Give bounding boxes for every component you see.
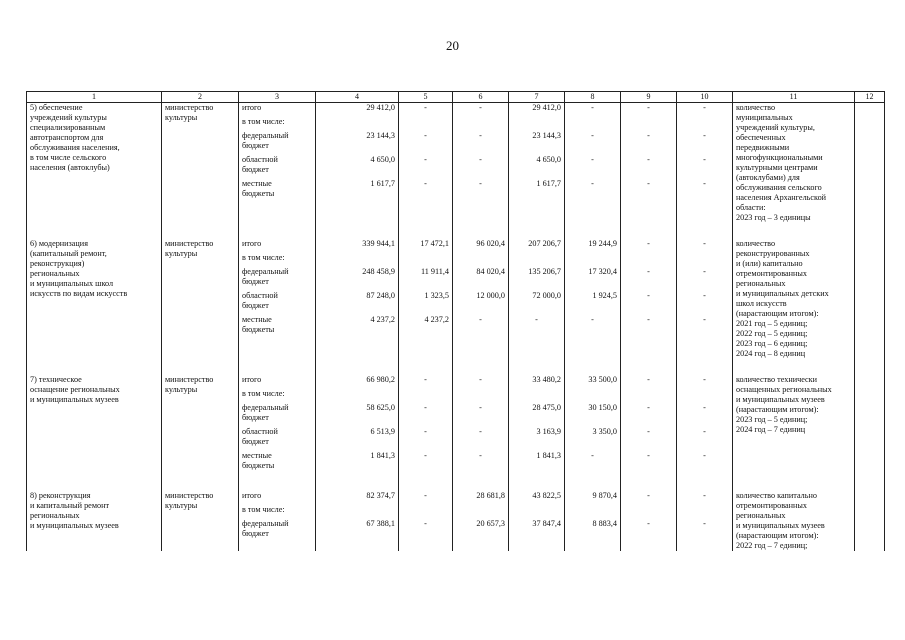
executor-cell xyxy=(162,491,239,551)
gap-cell xyxy=(733,475,855,491)
amount-value: - xyxy=(424,375,427,384)
amount-value: - xyxy=(647,131,650,140)
indicator-text: количество муниципальных учреждений культуры, обеспеченных передвижными многофункциональными культурными центрами (автоклубами) для обслуживания сельского населения Архангельской области: 2023 год – 3 единицы xyxy=(736,103,827,222)
gap-cell xyxy=(27,223,162,239)
amount-value: 339 944,1 xyxy=(362,239,395,248)
amount-cell xyxy=(316,239,399,359)
funding-source-label: итого xyxy=(242,375,262,384)
gap-cell xyxy=(565,475,621,491)
column-numbers-row xyxy=(27,92,885,103)
table-row xyxy=(27,103,885,224)
amount-cell xyxy=(565,103,621,224)
funding-source-label: в том числе: xyxy=(242,253,285,262)
amount-value: - xyxy=(424,155,427,164)
amount-value: - xyxy=(424,179,427,188)
amount-cell xyxy=(453,375,509,475)
amount-value: - xyxy=(647,179,650,188)
funding-source-cell xyxy=(239,375,316,475)
amount-value: 248 458,9 xyxy=(362,267,395,276)
amount-value xyxy=(624,389,673,403)
funding-source-label: итого xyxy=(242,103,262,112)
amount-value xyxy=(402,117,449,131)
empty-cell xyxy=(855,239,885,359)
amount-value: 37 847,4 xyxy=(532,519,561,528)
amount-value xyxy=(624,117,673,131)
amount-value: 58 625,0 xyxy=(366,403,395,412)
amount-value: - xyxy=(647,427,650,436)
amount-cell xyxy=(621,239,677,359)
amount-value xyxy=(568,505,617,519)
amount-value: - xyxy=(591,103,594,112)
funding-source-label: федеральный бюджет xyxy=(242,131,289,150)
amount-cell xyxy=(509,375,565,475)
executor-cell xyxy=(162,375,239,475)
column-number-header: 10 xyxy=(677,92,733,103)
amount-value: 23 144,3 xyxy=(532,131,561,140)
amount-value: - xyxy=(479,155,482,164)
amount-value: 96 020,4 xyxy=(476,239,505,248)
amount-value: - xyxy=(591,131,594,140)
amount-cell xyxy=(509,103,565,224)
measure-name: 8) реконструкция и капитальный ремонт региональных и муниципальных музеев xyxy=(30,491,119,530)
amount-value: - xyxy=(703,131,706,140)
gap-cell xyxy=(27,359,162,375)
amount-value: - xyxy=(591,155,594,164)
amount-value xyxy=(319,253,395,267)
measure-name-cell xyxy=(27,375,162,475)
amount-value xyxy=(456,389,505,403)
page-number: 20 xyxy=(446,38,459,53)
amount-value: - xyxy=(647,491,650,500)
executor: министерство культуры xyxy=(165,239,214,258)
amount-value xyxy=(680,117,729,131)
gap-cell xyxy=(509,359,565,375)
amount-value: 1 617,7 xyxy=(370,179,395,188)
amount-value: - xyxy=(424,519,427,528)
funding-source-label: местные бюджеты xyxy=(242,179,275,198)
gap-cell xyxy=(27,475,162,491)
amount-value: - xyxy=(647,403,650,412)
measure-name: 7) техническое оснащение региональных и муниципальных музеев xyxy=(30,375,120,404)
amount-value xyxy=(512,253,561,267)
amount-value: - xyxy=(703,155,706,164)
amount-value: 1 617,7 xyxy=(536,179,561,188)
amount-value: - xyxy=(703,403,706,412)
amount-value: 84 020,4 xyxy=(476,267,505,276)
amount-value: 11 911,4 xyxy=(420,267,449,276)
amount-value: 66 980,2 xyxy=(366,375,395,384)
amount-value xyxy=(680,389,729,403)
amount-value: 135 206,7 xyxy=(528,267,561,276)
amount-value: 17 320,4 xyxy=(588,267,617,276)
amount-value xyxy=(680,253,729,267)
gap-cell xyxy=(621,359,677,375)
measure-name-cell xyxy=(27,239,162,359)
amount-value: 28 681,8 xyxy=(476,491,505,500)
gap-cell xyxy=(162,475,239,491)
gap-cell xyxy=(162,223,239,239)
funding-source-cell xyxy=(239,103,316,224)
amount-value: 4 237,2 xyxy=(370,315,395,324)
amount-value: - xyxy=(424,491,427,500)
amount-value: 1 841,3 xyxy=(536,451,561,460)
gap-cell xyxy=(239,359,316,375)
amount-cell xyxy=(565,375,621,475)
amount-cell xyxy=(453,491,509,551)
amount-value: 29 412,0 xyxy=(366,103,395,112)
gap-cell xyxy=(399,223,453,239)
gap-cell xyxy=(239,475,316,491)
indicator-cell xyxy=(733,491,855,551)
gap-cell xyxy=(399,359,453,375)
gap-cell xyxy=(565,223,621,239)
amount-cell xyxy=(677,103,733,224)
gap-cell xyxy=(316,223,399,239)
amount-cell xyxy=(509,239,565,359)
section-gap-row xyxy=(27,223,885,239)
amount-cell xyxy=(677,491,733,551)
amount-cell xyxy=(316,491,399,551)
gap-cell xyxy=(316,359,399,375)
amount-value: - xyxy=(591,315,594,324)
amount-value: - xyxy=(703,519,706,528)
amount-value: - xyxy=(703,375,706,384)
amount-value xyxy=(512,389,561,403)
amount-value: 3 163,9 xyxy=(536,427,561,436)
gap-cell xyxy=(733,359,855,375)
amount-cell xyxy=(453,103,509,224)
amount-value: - xyxy=(424,427,427,436)
amount-value: - xyxy=(647,315,650,324)
funding-source-label: федеральный бюджет xyxy=(242,519,289,538)
amount-value: 23 144,3 xyxy=(366,131,395,140)
indicator-text: количество реконструированных и (или) капитально отремонтированных региональных и муниципальных детских школ искусств (нарастающим итогом): 2021 год – 5 единиц; 2022 год – 5 единиц; 2023 год – 6 единиц; 2024 год – 8 единиц xyxy=(736,239,829,358)
funding-source-cell xyxy=(239,239,316,359)
empty-cell xyxy=(855,375,885,475)
amount-value: 87 248,0 xyxy=(366,291,395,300)
column-number-header: 2 xyxy=(162,92,239,103)
amount-value xyxy=(456,117,505,131)
amount-value: 4 650,0 xyxy=(536,155,561,164)
amount-value: - xyxy=(479,315,482,324)
gap-cell xyxy=(621,475,677,491)
indicator-text: количество технически оснащенных региональных и муниципальных музеев (нарастающим итогом): 2023 год – 5 единиц; 2024 год – 7 единиц xyxy=(736,375,832,434)
gap-cell xyxy=(453,475,509,491)
amount-value: 43 822,5 xyxy=(532,491,561,500)
amount-value: 207 206,7 xyxy=(528,239,561,248)
funding-source-label: итого xyxy=(242,491,262,500)
amount-value: 33 480,2 xyxy=(532,375,561,384)
table-row xyxy=(27,375,885,475)
amount-value: - xyxy=(703,179,706,188)
funding-source-label: местные бюджеты xyxy=(242,451,275,470)
amount-value: 4 650,0 xyxy=(370,155,395,164)
amount-value: - xyxy=(647,451,650,460)
amount-value: - xyxy=(647,239,650,248)
amount-value xyxy=(319,389,395,403)
column-number-header: 5 xyxy=(399,92,453,103)
executor: министерство культуры xyxy=(165,103,214,122)
amount-value: - xyxy=(424,103,427,112)
amount-value: 33 500,0 xyxy=(588,375,617,384)
amount-value: - xyxy=(479,427,482,436)
amount-value xyxy=(402,253,449,267)
funding-source-label: местные бюджеты xyxy=(242,315,275,334)
gap-cell xyxy=(509,223,565,239)
gap-cell xyxy=(855,475,885,491)
amount-value: 1 841,3 xyxy=(370,451,395,460)
amount-cell xyxy=(565,491,621,551)
amount-value: - xyxy=(479,179,482,188)
amount-value xyxy=(512,117,561,131)
amount-value: - xyxy=(479,375,482,384)
amount-value: 28 475,0 xyxy=(532,403,561,412)
amount-value: 17 472,1 xyxy=(420,239,449,248)
column-number-header: 7 xyxy=(509,92,565,103)
amount-value: 20 657,3 xyxy=(476,519,505,528)
amount-value: - xyxy=(703,291,706,300)
amount-value xyxy=(319,505,395,519)
amount-cell xyxy=(399,491,453,551)
amount-cell xyxy=(453,239,509,359)
amount-value: - xyxy=(535,315,538,324)
amount-value: - xyxy=(703,315,706,324)
amount-value: - xyxy=(647,267,650,276)
amount-cell xyxy=(316,375,399,475)
amount-value: 4 237,2 xyxy=(424,315,449,324)
amount-value: - xyxy=(703,267,706,276)
column-number-header: 4 xyxy=(316,92,399,103)
gap-cell xyxy=(162,359,239,375)
indicator-cell xyxy=(733,239,855,359)
amount-cell xyxy=(677,239,733,359)
funding-source-label: в том числе: xyxy=(242,505,285,514)
gap-cell xyxy=(677,475,733,491)
amount-value xyxy=(568,117,617,131)
table-row xyxy=(27,239,885,359)
amount-value xyxy=(456,505,505,519)
amount-value: - xyxy=(703,103,706,112)
amount-cell xyxy=(509,491,565,551)
amount-value: - xyxy=(647,155,650,164)
table-row xyxy=(27,491,885,551)
gap-cell xyxy=(733,223,855,239)
section-gap-row xyxy=(27,475,885,491)
amount-cell xyxy=(316,103,399,224)
funding-source-label: областной бюджет xyxy=(242,155,278,174)
funding-source-label: в том числе: xyxy=(242,389,285,398)
section-gap-row xyxy=(27,359,885,375)
amount-value xyxy=(456,253,505,267)
executor-cell xyxy=(162,239,239,359)
gap-cell xyxy=(399,475,453,491)
funding-source-cell xyxy=(239,491,316,551)
amount-value: 8 883,4 xyxy=(592,519,617,528)
amount-cell xyxy=(399,239,453,359)
amount-value: - xyxy=(647,375,650,384)
funding-source-label: областной бюджет xyxy=(242,291,278,310)
amount-value: - xyxy=(424,451,427,460)
column-number-header: 12 xyxy=(855,92,885,103)
amount-cell xyxy=(621,103,677,224)
amount-value: - xyxy=(591,179,594,188)
amount-value xyxy=(624,253,673,267)
gap-cell xyxy=(239,223,316,239)
measure-name-cell xyxy=(27,491,162,551)
amount-cell xyxy=(399,375,453,475)
gap-cell xyxy=(565,359,621,375)
amount-value: - xyxy=(703,451,706,460)
amount-cell xyxy=(621,491,677,551)
amount-value xyxy=(624,505,673,519)
budget-table xyxy=(26,91,885,551)
column-number-header: 3 xyxy=(239,92,316,103)
amount-cell xyxy=(399,103,453,224)
amount-value: - xyxy=(424,403,427,412)
amount-value: - xyxy=(424,131,427,140)
gap-cell xyxy=(855,359,885,375)
amount-value xyxy=(319,117,395,131)
gap-cell xyxy=(509,475,565,491)
column-number-header: 6 xyxy=(453,92,509,103)
column-number-header: 11 xyxy=(733,92,855,103)
amount-value: 29 412,0 xyxy=(532,103,561,112)
gap-cell xyxy=(453,223,509,239)
amount-value: - xyxy=(479,403,482,412)
amount-value: 1 323,5 xyxy=(424,291,449,300)
empty-cell xyxy=(855,491,885,551)
amount-cell xyxy=(677,375,733,475)
funding-source-label: итого xyxy=(242,239,262,248)
amount-value: - xyxy=(647,291,650,300)
amount-value: - xyxy=(703,491,706,500)
executor: министерство культуры xyxy=(165,375,214,394)
column-number-header: 8 xyxy=(565,92,621,103)
executor-cell xyxy=(162,103,239,224)
funding-source-label: федеральный бюджет xyxy=(242,267,289,286)
indicator-cell xyxy=(733,103,855,224)
indicator-text: количество капитально отремонтированных региональных и муниципальных музеев (нарастающим итогом): 2022 год – 7 единиц; xyxy=(736,491,825,550)
indicator-cell xyxy=(733,375,855,475)
amount-cell xyxy=(565,239,621,359)
amount-value xyxy=(568,253,617,267)
amount-value xyxy=(402,389,449,403)
amount-value: - xyxy=(703,427,706,436)
amount-value: - xyxy=(591,451,594,460)
amount-value xyxy=(568,389,617,403)
amount-value: 1 924,5 xyxy=(592,291,617,300)
funding-source-label: областной бюджет xyxy=(242,427,278,446)
amount-value: 3 350,0 xyxy=(592,427,617,436)
funding-source-label: в том числе: xyxy=(242,117,285,126)
column-number-header: 1 xyxy=(27,92,162,103)
gap-cell xyxy=(677,359,733,375)
measure-name: 5) обеспечение учреждений культуры специализированным автотранспортом для обслуживания населения, в том числе сельского населения (автоклубы) xyxy=(30,103,120,172)
amount-value: 30 150,0 xyxy=(588,403,617,412)
amount-value: 6 513,9 xyxy=(370,427,395,436)
measure-name: 6) модернизация (капитальный ремонт, реконструкция) региональных и муниципальных школ искусств по видам искусств xyxy=(30,239,128,298)
amount-value: - xyxy=(703,239,706,248)
amount-value xyxy=(512,505,561,519)
amount-value: - xyxy=(479,451,482,460)
amount-value: - xyxy=(647,103,650,112)
executor: министерство культуры xyxy=(165,491,214,510)
amount-value xyxy=(402,505,449,519)
amount-value: 12 000,0 xyxy=(476,291,505,300)
amount-value: - xyxy=(647,519,650,528)
empty-cell xyxy=(855,103,885,224)
amount-value: 9 870,4 xyxy=(592,491,617,500)
gap-cell xyxy=(855,223,885,239)
amount-value: 72 000,0 xyxy=(532,291,561,300)
gap-cell xyxy=(677,223,733,239)
amount-value xyxy=(680,505,729,519)
gap-cell xyxy=(453,359,509,375)
amount-value: 82 374,7 xyxy=(366,491,395,500)
column-number-header: 9 xyxy=(621,92,677,103)
measure-name-cell xyxy=(27,103,162,224)
amount-value: - xyxy=(479,131,482,140)
amount-value: 19 244,9 xyxy=(588,239,617,248)
amount-value: - xyxy=(479,103,482,112)
gap-cell xyxy=(316,475,399,491)
funding-source-label: федеральный бюджет xyxy=(242,403,289,422)
gap-cell xyxy=(621,223,677,239)
amount-cell xyxy=(621,375,677,475)
amount-value: 67 388,1 xyxy=(366,519,395,528)
